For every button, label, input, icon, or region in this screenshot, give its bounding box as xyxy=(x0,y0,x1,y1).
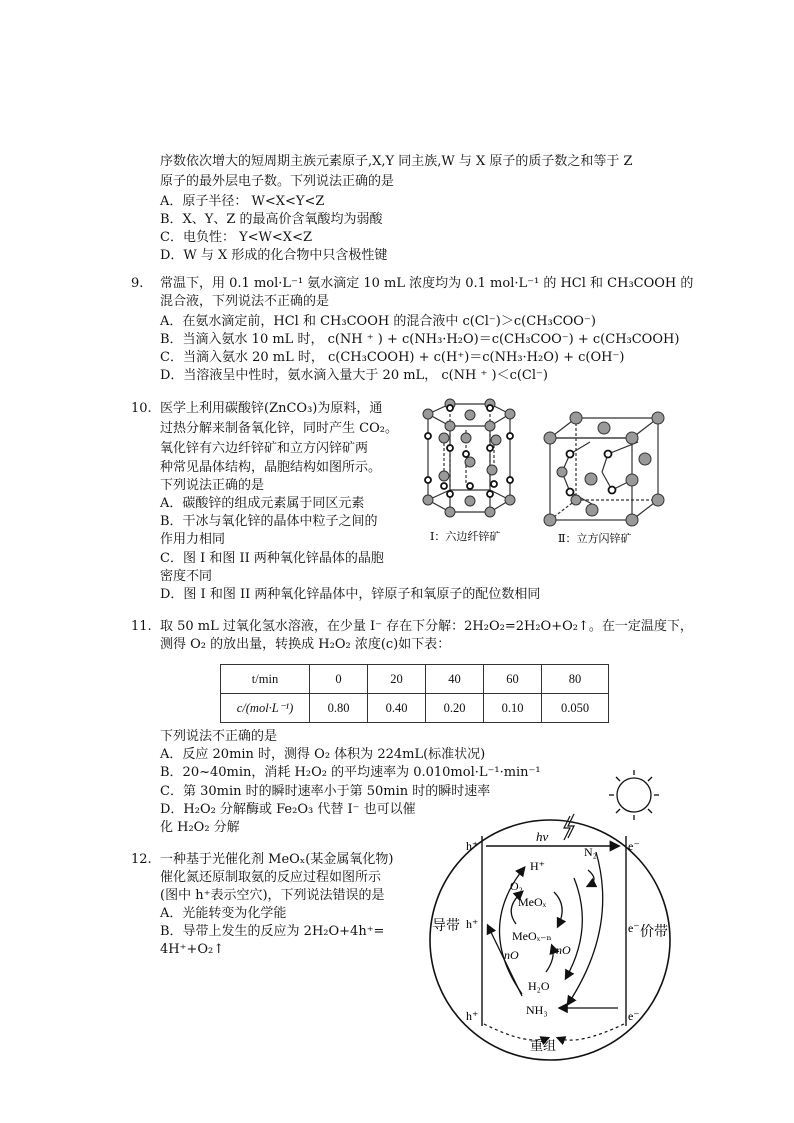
zincblende-unit-cell-figure xyxy=(540,410,670,546)
table-cell: 0 xyxy=(310,665,368,694)
q12-stem-line-3: (图中 h⁺表示空穴)，下列说法错误的是 xyxy=(160,888,385,903)
q9-stem-line-2: 混合液，下列说法不正确的是 xyxy=(160,294,330,309)
h2o-label: H₂O xyxy=(528,979,550,993)
q12-option-b-line-1: B．导带上发生的反应为 2H₂O+4h⁺= xyxy=(160,924,385,939)
q10-stem-line-1: 医学上利用碳酸锌(ZnCO₃)为原料，通 xyxy=(160,401,383,416)
table-cell: 20 xyxy=(368,665,426,694)
q10-option-c-line-2: 密度不同 xyxy=(160,569,213,584)
q11-after-table: 下列说法不正确的是 xyxy=(160,729,278,744)
q10-option-d: D．图 I 和图 II 两种氧化锌晶体中，锌原子和氧原子的配位数相同 xyxy=(160,587,541,602)
q9-number: 9. xyxy=(131,276,144,291)
q8-stem-line-1: 序数依次增大的短周期主族元素原子,X,Y 同主族,W 与 X 原子的质子数之和等于 Z xyxy=(160,154,633,169)
concentration-table xyxy=(220,664,609,723)
q12-stem-line-1: 一种基于光催化剂 MeOₓ(某金属氧化物) xyxy=(160,852,394,867)
no-left-label: nO xyxy=(504,948,519,962)
lightning-icon xyxy=(564,814,574,840)
q8-option-b: B．X、Y、Z 的最高价含氧酸均为弱酸 xyxy=(160,212,383,227)
q12-number: 12. xyxy=(131,852,152,867)
table-cell: 80 xyxy=(542,665,609,694)
q9-stem-line-1: 常温下，用 0.1 mol·L⁻¹ 氨水滴定 10 mL 浓度均为 0.1 mol·L⁻¹ 的 HCl 和 CH₃COOH 的 xyxy=(160,276,694,291)
table-cell: 60 xyxy=(484,665,542,694)
hole-symbol: h⁺ xyxy=(466,1009,479,1023)
q8-option-c: C．电负性： Y<W<X<Z xyxy=(160,230,312,245)
fig1-caption: Ⅰ：六边纤锌矿 xyxy=(430,531,501,543)
q12-option-b-line-2: 4H⁺+O₂↑ xyxy=(160,942,225,957)
table-row xyxy=(221,694,609,723)
q11-stem-line-2: 测得 O₂ 的放出量，转换成 H₂O₂ 浓度(c)如下表： xyxy=(160,637,451,652)
wurtzite-unit-cell-figure xyxy=(408,398,530,548)
q10-stem-line-3: 氧化锌有六边纤锌矿和立方闪锌矿两 xyxy=(160,441,369,456)
table-cell: 0.80 xyxy=(310,694,368,723)
hole-symbol: h⁺ xyxy=(466,917,479,931)
q12-option-a: A．光能转变为化学能 xyxy=(160,906,287,921)
table-cell: 0.20 xyxy=(426,694,484,723)
valence-band-label: 价带 xyxy=(640,925,668,940)
q10-stem-line-5: 下列说法正确的是 xyxy=(160,478,265,493)
no-right-label: nO xyxy=(556,943,571,957)
table-cell: 40 xyxy=(426,665,484,694)
n2-label: N₂ xyxy=(584,845,597,859)
q11-stem-line-1: 取 50 mL 过氧化氢水溶液，在少量 I⁻ 存在下分解：2H₂O₂=2H₂O+O₂↑。在一定温度下， xyxy=(160,619,693,634)
q10-stem-line-4: 种常见晶体结构，晶胞结构如图所示。 xyxy=(160,460,382,475)
table-cell: 0.10 xyxy=(484,694,542,723)
hole-symbol: h⁺ xyxy=(466,839,479,853)
q10-option-b-line-1: B．干冰与氧化锌的晶体中粒子之间的 xyxy=(160,514,378,529)
q10-option-c-line-1: C．图 I 和图 II 两种氧化锌晶体的晶胞 xyxy=(160,551,384,566)
fig2-caption: Ⅱ：立方闪锌矿 xyxy=(558,533,632,545)
q11-option-d-line-2: 化 H₂O₂ 分解 xyxy=(160,820,240,835)
q10-stem-line-2: 过热分解来制备氧化锌，同时产生 CO₂。 xyxy=(160,421,398,436)
q9-option-b: B．当滴入氨水 10 mL 时， c(NH ⁺ ) + c(NH₃·H₂O)＝c(CH₃COO⁻) + c(CH₃COOH) xyxy=(160,332,680,347)
q11-option-a: A．反应 20min 时，测得 O₂ 体积为 224mL(标准状况) xyxy=(160,747,486,762)
photocatalysis-diagram xyxy=(418,768,678,1068)
table-cell: t/min xyxy=(221,665,310,694)
q11-number: 11. xyxy=(131,619,152,634)
hv-label: hν xyxy=(536,829,549,844)
q9-option-c: C．当滴入氨水 20 mL 时， c(CH₃COOH) + c(H⁺)＝c(NH₃·H₂O) + c(OH⁻) xyxy=(160,350,625,365)
electron-symbol: e⁻ xyxy=(628,839,640,853)
q11-option-c: C．第 30min 时的瞬时速率小于第 50min 时的瞬时速率 xyxy=(160,784,491,799)
nh3-label: NH₃ xyxy=(526,1003,548,1017)
table-row xyxy=(221,665,609,694)
q9-option-d: D．当溶液呈中性时，氨水滴入量大于 20 mL， c(NH ⁺ )＜c(Cl⁻) xyxy=(160,368,548,383)
table-cell xyxy=(221,694,310,723)
electron-symbol: e⁻ xyxy=(628,921,640,935)
q8-stem-line-2: 原子的最外层电子数。下列说法正确的是 xyxy=(160,174,395,189)
table-cell: 0.40 xyxy=(368,694,426,723)
o2-label: O₂ xyxy=(510,879,523,893)
meox-label: MeOₓ xyxy=(518,895,547,909)
meoxn-label: MeOₓ₋ₙ xyxy=(512,929,552,943)
q8-option-d: D．W 与 X 形成的化合物中只含极性键 xyxy=(160,248,388,263)
q10-option-b-line-2: 作用力相同 xyxy=(160,532,226,547)
recombination-label: 重组 xyxy=(530,1038,557,1053)
table-cell-text: c/(mol·L⁻¹) xyxy=(236,701,294,715)
conduction-band-label: 导带 xyxy=(432,919,460,934)
q11-option-d-line-1: D．H₂O₂ 分解酶或 Fe₂O₃ 代替 I⁻ 也可以催 xyxy=(160,802,416,817)
sun-icon xyxy=(609,770,659,820)
q12-stem-line-2: 催化氮还原制取氨的反应过程如图所示 xyxy=(160,870,382,885)
q10-number: 10. xyxy=(131,401,152,416)
q11-option-b: B．20~40min，消耗 H₂O₂ 的平均速率为 0.010mol·L⁻¹·min⁻¹ xyxy=(160,765,541,780)
hplus-label: H⁺ xyxy=(530,859,545,873)
q9-option-a: A．在氨水滴定前，HCl 和 CH₃COOH 的混合液中 c(Cl⁻)＞c(CH₃COO⁻) xyxy=(160,314,596,329)
table-cell: 0.050 xyxy=(542,694,609,723)
electron-symbol: e⁻ xyxy=(628,1009,640,1023)
q10-option-a: A．碳酸锌的组成元素属于同区元素 xyxy=(160,496,365,511)
q8-option-a: A．原子半径： W<X<Y<Z xyxy=(160,194,325,209)
